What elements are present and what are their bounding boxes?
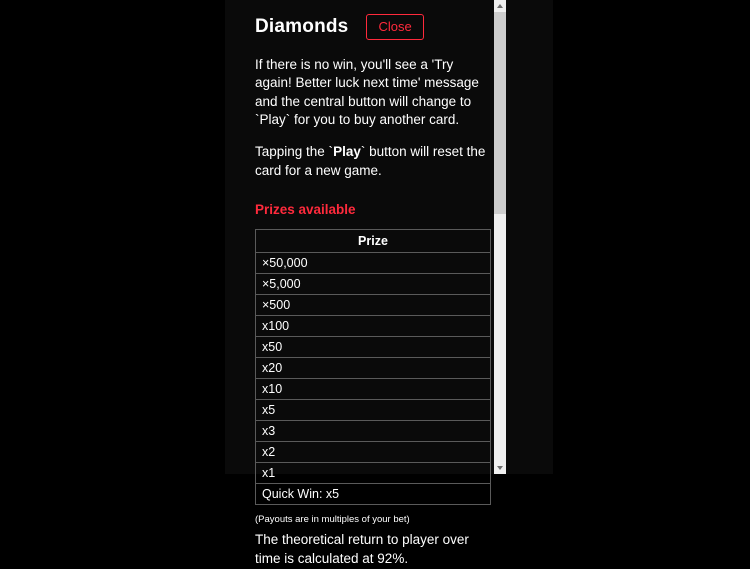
- rtp-note: The theoretical return to player over time is calculated at 92%.: [255, 532, 469, 566]
- prize-cell: x2: [256, 442, 491, 463]
- table-row: [256, 316, 491, 337]
- table-row: [256, 295, 491, 316]
- table-row: [256, 442, 491, 463]
- prize-cell: x3: [256, 421, 491, 442]
- table-row: [256, 253, 491, 274]
- prize-cell: x1: [256, 463, 491, 484]
- scrollbar-thumb[interactable]: [494, 0, 506, 214]
- table-row: [256, 484, 491, 505]
- table-row: [256, 421, 491, 442]
- prize-cell: ×500: [256, 295, 491, 316]
- prize-cell: x100: [256, 316, 491, 337]
- close-button[interactable]: Close: [366, 14, 423, 40]
- intro-paragraph-1: If there is no win, you'll see a 'Try again! Better luck next time' message and the central button will change to `Play` for you to buy another card.: [255, 56, 479, 128]
- page-title: Diamonds: [255, 15, 349, 37]
- prize-cell: x5: [256, 400, 491, 421]
- prize-cell: x20: [256, 358, 491, 379]
- prizes-section-title: Prizes available: [255, 202, 356, 218]
- table-row: [256, 337, 491, 358]
- scrollbar[interactable]: [494, 0, 506, 474]
- table-row: [256, 274, 491, 295]
- payout-fineprint: (Payouts are in multiples of your bet): [255, 514, 410, 526]
- prize-cell: ×50,000: [256, 253, 491, 274]
- prize-cell: ×5,000: [256, 274, 491, 295]
- table-header-row: [256, 230, 491, 253]
- intro-paragraph-2: Tapping the `Play` button will reset the card for a new game.: [255, 144, 486, 178]
- dialog-header: [255, 0, 535, 40]
- chevron-down-icon[interactable]: [494, 462, 506, 474]
- table-row: [256, 400, 491, 421]
- table-row: [256, 463, 491, 484]
- prizes-table: [255, 229, 491, 505]
- prize-cell: x50: [256, 337, 491, 358]
- table-row: [256, 358, 491, 379]
- prize-cell: x10: [256, 379, 491, 400]
- prize-cell: Quick Win: x5: [256, 484, 491, 505]
- table-row: [256, 379, 491, 400]
- chevron-up-icon[interactable]: [494, 0, 506, 12]
- column-header-prize: Prize: [256, 230, 491, 253]
